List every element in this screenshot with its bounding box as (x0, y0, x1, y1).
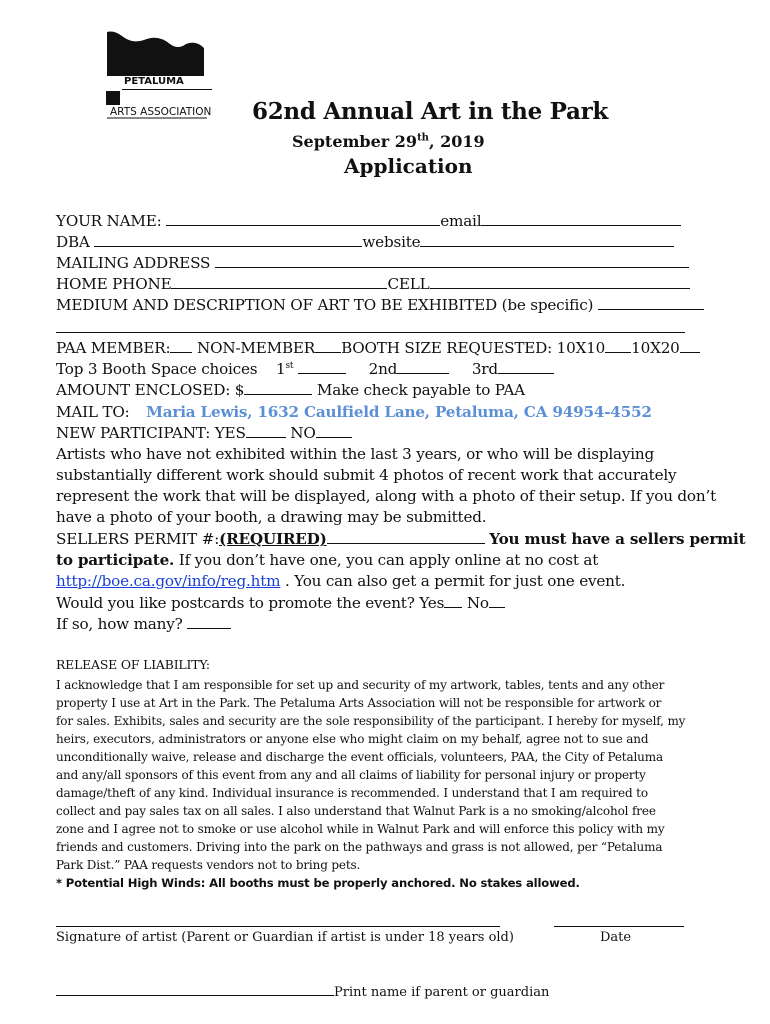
choice2-field[interactable] (397, 360, 449, 374)
logo-line2: ARTS ASSOCIATION (110, 106, 212, 118)
release-line: for sales. Exhibits, sales and security are the sole responsibility of the participant. I hereby for myself, my (56, 714, 686, 728)
mail-to-row (56, 403, 652, 421)
email-label: email (440, 212, 482, 230)
release-line: I acknowledge that I am responsible for set up and security of my artwork, tables, tents and any other (56, 678, 665, 692)
new-participant-row (56, 424, 352, 442)
date-prefix: September 29 (292, 132, 418, 151)
to-participate-text: to participate. (56, 551, 175, 569)
release-line: collect and pay sales tax on all sales. I also understand that Walnut Park is a no smoking/alcohol free (56, 804, 656, 818)
website-field[interactable] (420, 233, 674, 247)
cell-label: CELL (387, 275, 430, 293)
page-title: 62nd Annual Art in the Park (252, 98, 609, 125)
permit-link-row (56, 572, 625, 590)
your-name-label: YOUR NAME: (56, 212, 162, 230)
membership-row (56, 339, 700, 357)
sellers-permit-row (56, 530, 745, 548)
booth-10x20-label: 10X20 (631, 339, 680, 357)
booth-10x10-field[interactable] (605, 339, 631, 353)
non-member-field[interactable] (315, 339, 341, 353)
release-line: unconditionally waive, release and discharge the event officials, volunteers, PAA, the City of Petaluma (56, 750, 663, 764)
postcards-no-field[interactable] (489, 594, 505, 608)
dba-field[interactable] (94, 233, 362, 247)
release-body (56, 676, 746, 892)
event-date (292, 132, 485, 151)
page-subtitle: Application (344, 154, 473, 178)
payable-text: Make check payable to PAA (316, 381, 525, 399)
release-line: Park Dist.” PAA requests vendors not to bring pets. (56, 858, 361, 872)
new-participant-no-field[interactable] (316, 424, 352, 438)
postcards-no-label: No (466, 594, 489, 612)
photos-text-line4: have a photo of your booth, a drawing may be submitted. (56, 508, 487, 526)
how-many-label: If so, how many? (56, 615, 183, 633)
print-name-row (56, 984, 549, 1000)
how-many-row (56, 615, 231, 633)
cell-field[interactable] (430, 275, 690, 289)
release-line: property I use at Art in the Park. The Petaluma Arts Association will not be responsible for artwork or (56, 696, 662, 710)
release-line: and any/all sponsors of this event from any and all claims of liability for personal injury or property (56, 768, 646, 782)
choice3-field[interactable] (498, 360, 554, 374)
dba-row (56, 233, 674, 251)
photos-text-line2: substantially different work should submit 4 photos of recent work that accurately (56, 466, 677, 484)
sellers-permit-label: SELLERS PERMIT #: (56, 530, 220, 548)
amount-row (56, 381, 525, 399)
release-line: damage/theft of any kind. Individual insurance is recommended. I understand that I am required to (56, 786, 648, 800)
signature-label: Signature of artist (Parent or Guardian if artist is under 18 years old) (56, 930, 514, 945)
one-event-text: . You can also get a permit for just one event. (284, 572, 626, 590)
medium-row (56, 296, 704, 314)
amount-label: AMOUNT ENCLOSED: $ (56, 381, 245, 399)
release-line: zone and I agree not to smoke or use alcohol while in Walnut Park and will enforce this policy with my (56, 822, 665, 836)
photos-text-line1: Artists who have not exhibited within the last 3 years, or who will be displaying (56, 445, 654, 463)
mailing-address-field[interactable] (215, 254, 689, 268)
postcards-row (56, 594, 505, 612)
your-name-row (56, 212, 681, 230)
home-phone-label: HOME PHONE (56, 275, 172, 293)
your-name-field[interactable] (166, 212, 440, 226)
sellers-permit-field[interactable] (327, 530, 485, 544)
date-label: Date (600, 930, 632, 945)
new-participant-label: NEW PARTICIPANT: YES (56, 424, 246, 442)
home-phone-row (56, 275, 690, 293)
new-participant-no-label: NO (290, 424, 316, 442)
choice1-label: 1 (276, 360, 286, 378)
choice1-sup: st (285, 360, 294, 371)
dba-label: DBA (56, 233, 90, 251)
high-winds-notice: * Potential High Winds: All booths must be properly anchored. No stakes allowed. (56, 876, 580, 890)
medium-field[interactable] (598, 296, 704, 310)
choice1-field[interactable] (298, 360, 346, 374)
how-many-field[interactable] (187, 615, 231, 629)
permit-link[interactable]: http://boe.ca.gov/info/reg.htm (56, 572, 281, 590)
choice3-label: 3rd (471, 360, 498, 378)
booth-10x20-field[interactable] (680, 339, 700, 353)
mail-address: Maria Lewis, 1632 Caulfield Lane, Petaluma, CA 94954-4552 (146, 403, 652, 421)
email-field[interactable] (481, 212, 681, 226)
must-have-text: You must have a sellers permit (489, 530, 746, 548)
required-label: (REQUIRED) (219, 530, 327, 548)
medium-label: MEDIUM AND DESCRIPTION OF ART TO BE EXHIBITED (be specific) (56, 296, 594, 314)
print-name-field[interactable] (56, 984, 334, 996)
participate-row (56, 551, 598, 569)
amount-field[interactable] (244, 381, 312, 395)
booth-size-label: BOOTH SIZE REQUESTED: 10X10 (341, 339, 606, 357)
date-suffix: , 2019 (428, 132, 485, 151)
home-phone-field[interactable] (171, 275, 387, 289)
mailing-address-label: MAILING ADDRESS (56, 254, 211, 272)
date-line[interactable] (554, 926, 684, 927)
release-line: heirs, executors, administrators or anyone else who might claim on my behalf, agree not to sue and (56, 732, 649, 746)
release-line: friends and customers. Driving into the park on the pathways and grass is not allowed, per “Petaluma (56, 840, 663, 854)
paa-member-label: PAA MEMBER: (56, 339, 171, 357)
new-participant-yes-field[interactable] (246, 424, 286, 438)
website-label: website (362, 233, 421, 251)
apply-online-text: If you don’t have one, you can apply online at no cost at (178, 551, 599, 569)
choice2-label: 2nd (368, 360, 398, 378)
photos-text-line3: represent the work that will be displayed, along with a photo of their setup. If you don’t (56, 487, 716, 505)
booth-choices-row (56, 360, 554, 378)
non-member-label: NON-MEMBER (197, 339, 316, 357)
postcards-yes-field[interactable] (444, 594, 462, 608)
mail-to-label: MAIL TO: (56, 403, 130, 421)
postcards-label: Would you like postcards to promote the event? Yes (56, 594, 445, 612)
release-heading: RELEASE OF LIABILITY: (56, 657, 210, 672)
top3-label: Top 3 Booth Space choices (56, 360, 258, 378)
print-name-label: Print name if parent or guardian (334, 985, 550, 1000)
date-sup: th (417, 132, 429, 144)
paa-member-field[interactable] (170, 339, 192, 353)
medium-field-line2[interactable] (56, 332, 685, 333)
signature-line[interactable] (56, 926, 500, 927)
logo (104, 28, 210, 122)
mailing-address-row (56, 254, 689, 272)
logo-line1: PETALUMA (124, 76, 184, 87)
